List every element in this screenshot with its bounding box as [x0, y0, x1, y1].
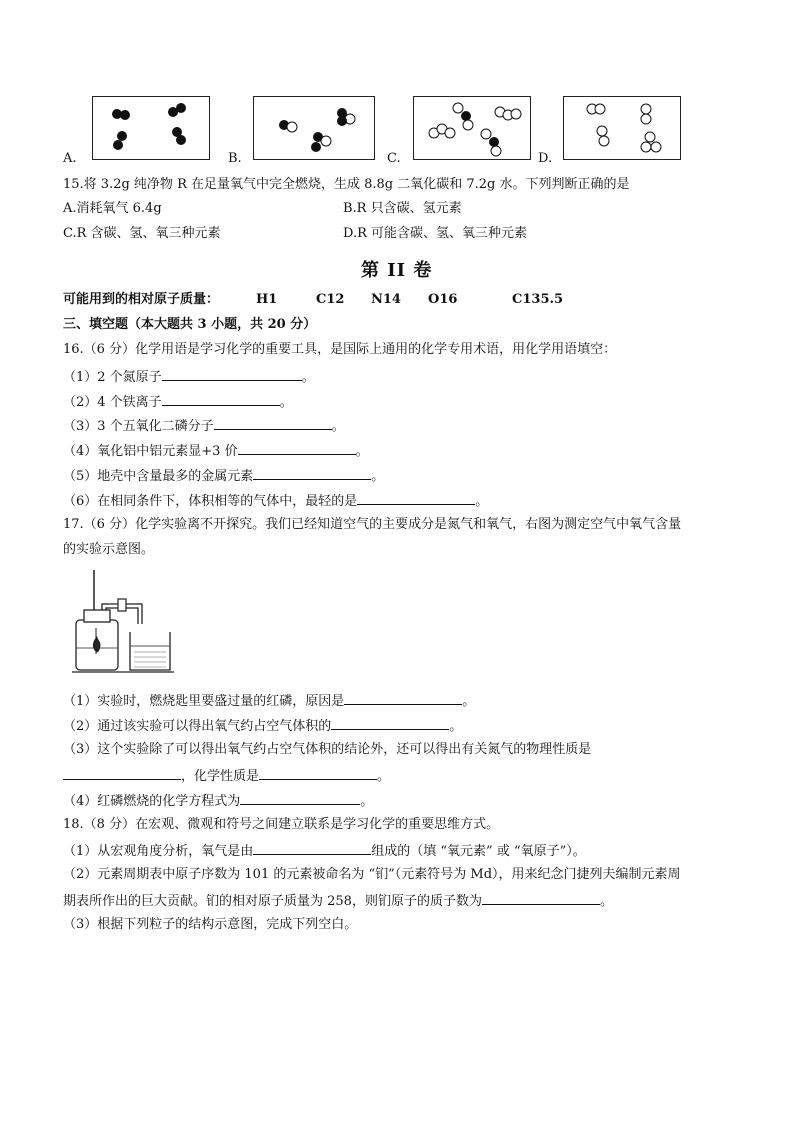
- answer-blank[interactable]: [238, 441, 356, 455]
- q17-item-1-label: （1）实验时，燃烧匙里要盛过量的红磷，原因是: [63, 694, 345, 709]
- period: 。: [462, 694, 476, 709]
- q18-item-1-label: （1）从宏观角度分析，氧气是由: [63, 844, 254, 859]
- option-d-label: D.: [538, 151, 553, 166]
- particle-diagram-b: [254, 97, 374, 159]
- q18-stem: 18.（8 分）在宏观、微观和符号之间建立联系是学习化学的重要思维方式。: [63, 817, 500, 832]
- q18-item-2-line1: （2）元素周期表中原子序数为 101 的元素被命名为 “钔”（元素符号为 Md），用来纪念门捷列夫编制元素周: [63, 867, 681, 882]
- q15-stem: 15.将 3.2g 纯净物 R 在足量氧气中完全燃烧，生成 8.8g 二氧化碳和 7.2g 水。下列判断正确的是: [63, 177, 630, 192]
- q16-item-3: [63, 416, 345, 435]
- answer-blank[interactable]: [63, 766, 181, 780]
- mass-o: O16: [428, 292, 458, 307]
- q18-item-1-hint: 组成的（填 “氧元素” 或 “氧原子”）。: [371, 844, 586, 859]
- answer-blank[interactable]: [253, 466, 371, 480]
- answer-blank[interactable]: [214, 416, 332, 430]
- option-a-label: A.: [63, 151, 77, 166]
- period: 。: [355, 444, 369, 459]
- period: 。: [371, 469, 385, 484]
- q15-option-b: B.R 只含碳、氢元素: [343, 201, 462, 216]
- particle-diagram-a: [93, 97, 209, 159]
- answer-blank[interactable]: [331, 716, 449, 730]
- period: 。: [599, 894, 613, 909]
- q16-item-4: [63, 441, 369, 460]
- mass-n: N14: [371, 292, 401, 307]
- answer-blank[interactable]: [259, 766, 377, 780]
- answer-blank[interactable]: [357, 491, 475, 505]
- period: 。: [279, 395, 293, 410]
- diagram-box-c: [413, 96, 531, 160]
- q16-stem: 16.（6 分）化学用语是学习化学的重要工具，是国际上通用的化学专用术语，用化学用语填空：: [63, 342, 617, 357]
- answer-blank[interactable]: [344, 691, 462, 705]
- atomic-mass-label: 可能用到的相对原子质量：: [63, 292, 220, 307]
- answer-blank[interactable]: [162, 392, 280, 406]
- period: 。: [360, 794, 374, 809]
- period: 。: [449, 719, 463, 734]
- period: 。: [377, 769, 391, 784]
- period: 。: [475, 494, 489, 509]
- answer-blank[interactable]: [240, 791, 360, 805]
- mass-h: H1: [256, 292, 278, 307]
- q16-item-3-label: （3）3 个五氧化二磷分子: [63, 419, 214, 434]
- q18-item-3: （3）根据下列粒子的结构示意图，完成下列空白。: [63, 917, 358, 932]
- particle-diagram-c: [414, 97, 530, 159]
- q15-option-d: D.R 可能含碳、氢、氧三种元素: [343, 226, 528, 241]
- q16-item-6-label: （6）在相同条件下，体积相等的气体中，最轻的是: [63, 494, 358, 509]
- q16-item-5: [63, 466, 384, 485]
- atomic-mass-line: [63, 291, 564, 308]
- q16-item-2-label: （2）4 个铁离子: [63, 395, 162, 410]
- diagram-box-b: [253, 96, 375, 160]
- period: 。: [331, 419, 345, 434]
- option-c-label: C.: [387, 151, 401, 166]
- period: 。: [301, 370, 315, 385]
- q18-item-2-label: 期表所作出的巨大贡献。钔的相对原子质量为 258，则钔原子的质子数为: [63, 894, 482, 909]
- q16-item-2: [63, 392, 293, 411]
- q15-option-c: C.R 含碳、氢、氧三种元素: [63, 226, 221, 241]
- q16-item-5-label: （5）地壳中含量最多的金属元素: [63, 469, 254, 484]
- q16-item-6: [63, 491, 488, 510]
- q16-item-1: [63, 367, 315, 386]
- particle-diagram-d: [564, 97, 680, 159]
- q17-stem-line1: 17.（6 分）化学实验离不开探究。我们已经知道空气的主要成分是氮气和氧气，右图为测定空气中氧气含量: [63, 517, 682, 532]
- q17-item-1: [63, 691, 475, 710]
- experiment-apparatus-diagram: [68, 568, 178, 674]
- option-b-label: B.: [228, 151, 242, 166]
- mass-cl: C135.5: [512, 292, 564, 307]
- q16-item-1-label: （1）2 个氮原子: [63, 370, 162, 385]
- mass-c: C12: [316, 292, 345, 307]
- q17-item-3: （3）这个实验除了可以得出氧气约占空气体积的结论外，还可以得出有关氮气的物理性质是: [63, 742, 592, 757]
- q16-item-4-label: （4）氧化铝中铝元素显+3 价: [63, 444, 238, 459]
- diagram-box-a: [92, 96, 210, 160]
- answer-blank[interactable]: [162, 367, 302, 381]
- q17-item-3-chemical-label: ，化学性质是: [181, 769, 260, 784]
- q17-item-2: [63, 716, 462, 735]
- q15-option-a: A.消耗氧气 6.4g: [63, 201, 162, 216]
- answer-blank[interactable]: [482, 891, 600, 905]
- answer-blank[interactable]: [253, 841, 371, 855]
- q17-item-4: [63, 791, 373, 810]
- q17-item-2-label: （2）通过该实验可以得出氧气约占空气体积的: [63, 719, 332, 734]
- q17-item-3-answers: [63, 766, 390, 785]
- section-title: 第 II 卷: [361, 260, 433, 281]
- q18-item-1: [63, 841, 586, 860]
- q18-item-2-line2: [63, 891, 613, 910]
- section-heading: 三、填空题（本大题共 3 小题，共 20 分）: [63, 317, 317, 332]
- q17-stem-line2: 的实验示意图。: [63, 542, 155, 557]
- diagram-box-d: [563, 96, 681, 160]
- q17-item-4-label: （4）红磷燃烧的化学方程式为: [63, 794, 241, 809]
